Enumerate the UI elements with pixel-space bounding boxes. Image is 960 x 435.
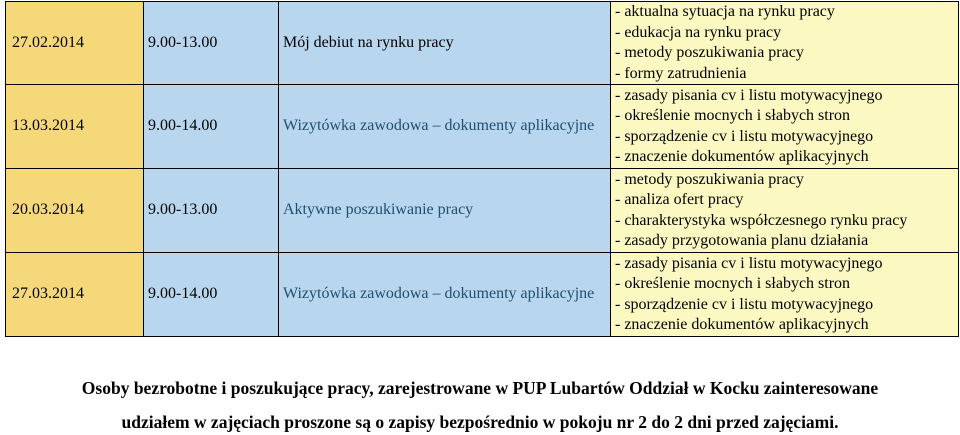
date-cell: 27.02.2014 [6,2,144,85]
topic-item: - określenie mocnych i słabych stron [615,275,851,292]
topic-item: - edukacja na rynku pracy [615,23,782,41]
date-cell: 13.03.2014 [6,85,144,169]
footer-line-2: udziałem w zajęciach proszone są o zapisy bezpośrednio w pokoju nr 2 do 2 dni przed zajęciami. [121,412,839,432]
topic-item: - metody poszukiwania pracy [615,170,804,188]
topic-item: - określenie mocnych i słabych stron [615,107,851,124]
topic-item: - sporządzenie cv i listu motywacyjnego [615,295,874,313]
topic-item: - zasady przygotowania planu działania [615,232,869,249]
title-cell: Aktywne poszukiwanie pracy [279,169,611,253]
time-cell: 9.00-13.00 [144,2,279,85]
topic-item: - formy zatrudnienia [615,64,747,82]
topic-item: - zasady pisania cv i listu motywacyjnego [615,254,883,272]
topics-cell [611,85,959,169]
footer-line-1: Osoby bezrobotne i poszukujące pracy, zarejestrowane w PUP Lubartów Oddział w Kocku zainteresowane [81,378,879,398]
date-cell: 27.03.2014 [6,253,144,337]
topics-cell [611,169,959,253]
title-cell: Mój debiut na rynku pracy [279,2,611,85]
topic-item: - sporządzenie cv i listu motywacyjnego [615,127,874,145]
topic-item: - aktualna sytuacja na rynku pracy [615,3,835,20]
topic-item: - znaczenie dokumentów aplikacyjnych [615,148,869,165]
topic-item: - charakterystyka współczesnego rynku pracy [615,211,908,229]
table-row [6,169,959,253]
schedule-table [5,1,959,337]
title-cell: Wizytówka zawodowa – dokumenty aplikacyjne [279,85,611,169]
topic-item: - znaczenie dokumentów aplikacyjnych [615,316,869,333]
title-cell: Wizytówka zawodowa – dokumenty aplikacyjne [279,253,611,337]
topics-cell [611,2,959,85]
topic-item: - analiza ofert pracy [615,191,744,208]
topics-cell [611,253,959,337]
time-cell: 9.00-14.00 [144,253,279,337]
date-cell: 20.03.2014 [6,169,144,253]
topic-item: - metody poszukiwania pracy [615,44,804,61]
table-row [6,253,959,337]
table-row [6,85,959,169]
table-row [6,2,959,85]
time-cell: 9.00-14.00 [144,85,279,169]
topic-item: - zasady pisania cv i listu motywacyjnego [615,86,883,104]
time-cell: 9.00-13.00 [144,169,279,253]
